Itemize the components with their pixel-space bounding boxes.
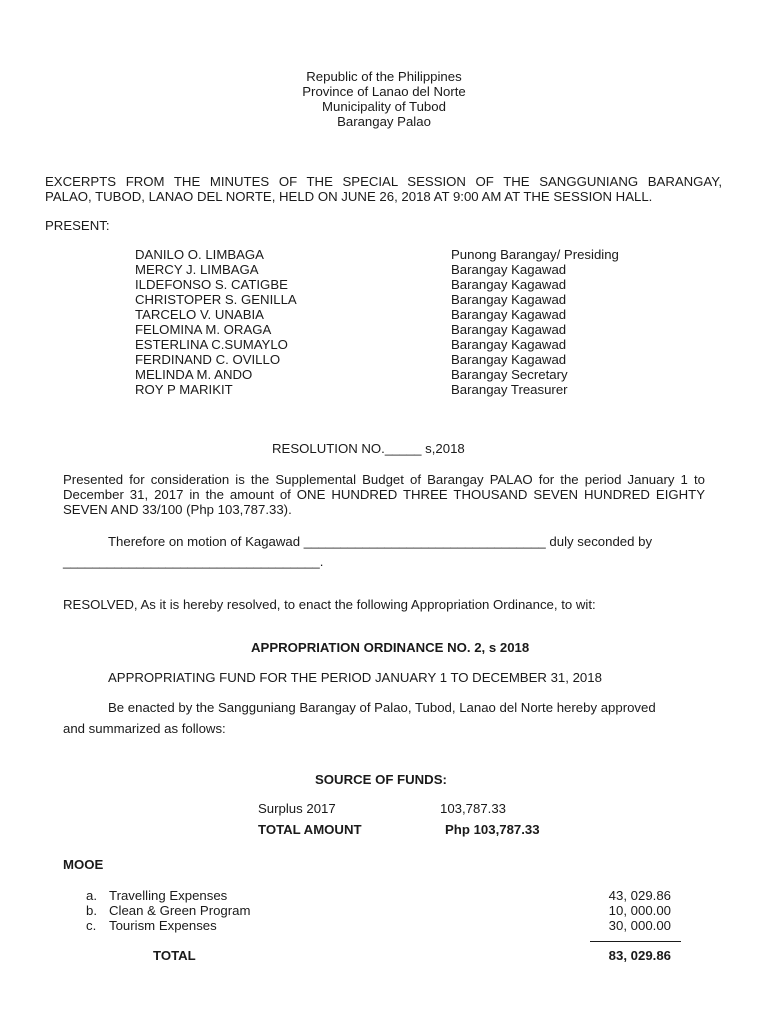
attendee-role: Barangay Kagawad bbox=[451, 337, 567, 352]
enacted-line-1: Be enacted by the Sangguniang Barangay of Palao, Tubod, Lanao del Norte hereby approved bbox=[108, 700, 656, 715]
presented-line-3: SEVEN AND 33/100 (Php 103,787.33). bbox=[63, 502, 292, 517]
list-item-amount: 43, 029.86 bbox=[608, 888, 671, 903]
attendee-role: Barangay Secretary bbox=[451, 367, 568, 382]
header-barangay: Barangay Palao bbox=[337, 114, 431, 129]
list-item-label: Tourism Expenses bbox=[109, 918, 217, 933]
mooe-total-label: TOTAL bbox=[153, 948, 196, 963]
list-item-marker: a. bbox=[86, 888, 97, 903]
mooe-total-value: 83, 029.86 bbox=[608, 948, 671, 963]
appropriating-text: APPROPRIATING FUND FOR THE PERIOD JANUARY 1 TO DECEMBER 31, 2018 bbox=[108, 670, 602, 685]
attendee-name: ESTERLINA C.SUMAYLO bbox=[135, 337, 288, 352]
source-of-funds-title: SOURCE OF FUNDS: bbox=[315, 772, 447, 787]
attendee-role: Barangay Kagawad bbox=[451, 262, 567, 277]
present-label: PRESENT: bbox=[45, 218, 110, 233]
enacted-line-2: and summarized as follows: bbox=[63, 721, 226, 736]
excerpt-line-2: PALAO, TUBOD, LANAO DEL NORTE, HELD ON JUNE 26, 2018 AT 9:00 AM AT THE SESSION HALL. bbox=[45, 189, 653, 204]
attendee-role: Barangay Kagawad bbox=[451, 277, 567, 292]
header-republic: Republic of the Philippines bbox=[306, 69, 462, 84]
motion-line-1: Therefore on motion of Kagawad _________________________________ duly seconded by bbox=[108, 534, 653, 549]
header-municipality: Municipality of Tubod bbox=[322, 99, 446, 114]
list-item-marker: c. bbox=[86, 918, 97, 933]
attendee-name: DANILO O. LIMBAGA bbox=[135, 247, 264, 262]
resolution-title: RESOLUTION NO._____ s,2018 bbox=[272, 441, 465, 456]
list-item-label: Clean & Green Program bbox=[109, 903, 251, 918]
attendee-name: ROY P MARIKIT bbox=[135, 382, 233, 397]
total-amount-label: TOTAL AMOUNT bbox=[258, 822, 362, 837]
motion-line-2: ___________________________________. bbox=[63, 554, 324, 569]
attendee-role: Barangay Kagawad bbox=[451, 322, 567, 337]
attendee-name: MELINDA M. ANDO bbox=[135, 367, 253, 382]
presented-line-1: Presented for consideration is the Supplemental Budget of Barangay PALAO for the period January 1 to bbox=[63, 472, 705, 487]
surplus-label: Surplus 2017 bbox=[258, 801, 336, 816]
attendee-name: ILDEFONSO S. CATIGBE bbox=[135, 277, 288, 292]
total-amount-value: Php 103,787.33 bbox=[445, 822, 540, 837]
ordinance-title: APPROPRIATION ORDINANCE NO. 2, s 2018 bbox=[251, 640, 530, 655]
surplus-value: 103,787.33 bbox=[440, 801, 507, 816]
mooe-title: MOOE bbox=[63, 857, 104, 872]
attendee-name: FERDINAND C. OVILLO bbox=[135, 352, 281, 367]
resolved-text: RESOLVED, As it is hereby resolved, to enact the following Appropriation Ordinance, to wit: bbox=[63, 597, 596, 612]
list-item-marker: b. bbox=[86, 903, 97, 918]
total-divider bbox=[590, 941, 681, 942]
header-province: Province of Lanao del Norte bbox=[302, 84, 466, 99]
list-item-label: Travelling Expenses bbox=[109, 888, 228, 903]
attendee-name: CHRISTOPER S. GENILLA bbox=[135, 292, 297, 307]
attendee-name: FELOMINA M. ORAGA bbox=[135, 322, 272, 337]
list-item-amount: 10, 000.00 bbox=[608, 903, 671, 918]
attendee-role: Barangay Treasurer bbox=[451, 382, 568, 397]
presented-line-2: December 31, 2017 in the amount of ONE HUNDRED THREE THOUSAND SEVEN HUNDRED EIGHTY bbox=[63, 487, 705, 502]
attendee-role: Punong Barangay/ Presiding bbox=[451, 247, 619, 262]
attendee-name: MERCY J. LIMBAGA bbox=[135, 262, 259, 277]
list-item-amount: 30, 000.00 bbox=[608, 918, 671, 933]
attendee-role: Barangay Kagawad bbox=[451, 307, 567, 322]
attendee-role: Barangay Kagawad bbox=[451, 292, 567, 307]
excerpt-line-1: EXCERPTS FROM THE MINUTES OF THE SPECIAL SESSION OF THE SANGGUNIANG BARANGAY, bbox=[45, 174, 722, 189]
attendee-role: Barangay Kagawad bbox=[451, 352, 567, 367]
attendee-name: TARCELO V. UNABIA bbox=[135, 307, 264, 322]
